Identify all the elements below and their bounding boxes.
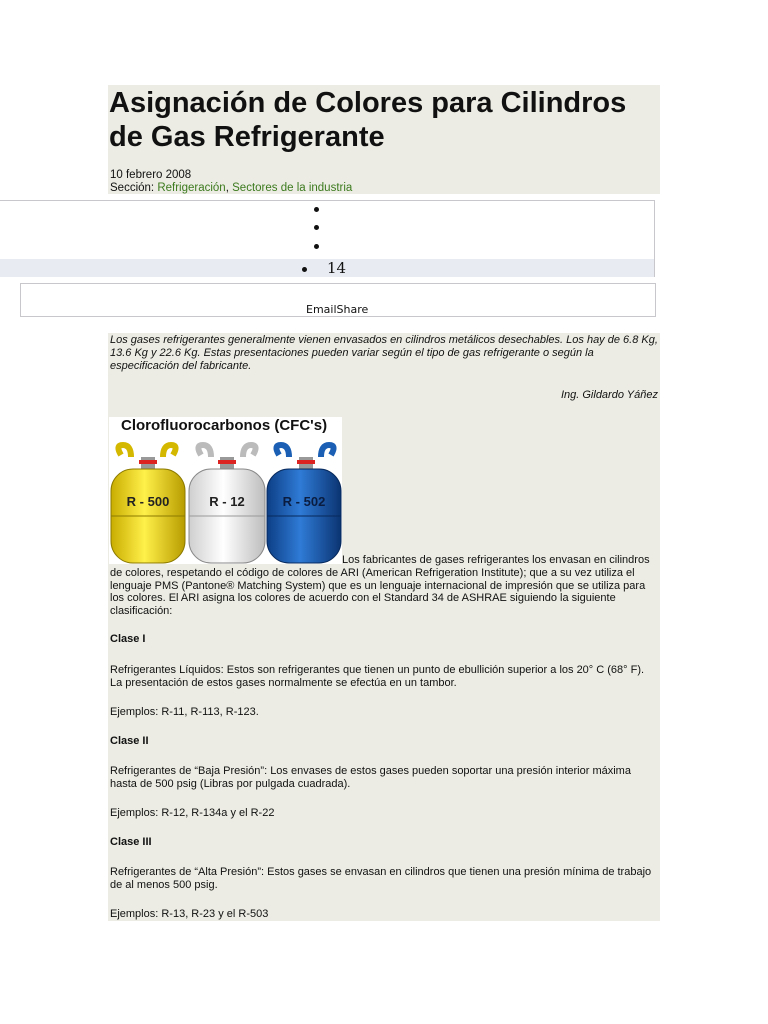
lead-paragraph	[110, 554, 658, 618]
cylinders-illustration	[109, 417, 342, 564]
author-name: Ing. Gildardo Yáñez	[560, 389, 658, 401]
article-date: 10 febrero 2008	[110, 169, 192, 181]
share-count: 14	[327, 259, 347, 277]
section-separator: ,	[225, 182, 229, 194]
cylinder-label-r12: R - 12	[209, 494, 245, 509]
cfc-cylinders-image	[109, 417, 342, 564]
class-2-heading: Clase II	[110, 735, 149, 747]
class-2-examples: Ejemplos: R-12, R-134a y el R-22	[110, 807, 275, 819]
class-2-text: Refrigerantes de “Baja Presión”: Los envases de estos gases pueden soportar una presión interior máxima hasta de 500 psig (Libras por pulgada cuadrada).	[110, 765, 631, 790]
email-share-button[interactable]: EmailShare	[306, 303, 369, 316]
share-button-1[interactable]	[314, 207, 319, 212]
share-button-3[interactable]	[314, 244, 319, 249]
cylinder-label-r502: R - 502	[282, 494, 326, 509]
lead-text: Los fabricantes de gases refrigerantes los envasan en cilindros de colores, respetando el código de colores de ARI (American Refrigeration Institute); que a su vez utiliza el lenguaje PMS (Pantone® Matching System) que es un lenguaje internacional de impresión que se utiliza para los colores. El ARI asigna los colores de acuerdo con el Standard 34 de ASHRAE siguiendo la siguiente clasificación:	[110, 554, 650, 618]
section-link-sectores[interactable]: Sectores de la industria	[232, 182, 353, 194]
section-label: Sección:	[110, 182, 155, 194]
article-title: Asignación de Colores para Cilindros de Gas Refrigerante	[109, 87, 627, 153]
class-1-heading: Clase I	[110, 633, 146, 645]
intro-paragraph: Los gases refrigerantes generalmente vienen envasados en cilindros metálicos desechables. Los hay de 6.8 Kg, 13.6 Kg y 22.6 Kg. Estas presentaciones pueden variar según el tipo de gas refrigerante o según la especificación del fabricante.	[110, 334, 658, 372]
class-1-examples: Ejemplos: R-11, R-113, R-123.	[110, 706, 259, 718]
article-section	[110, 182, 352, 195]
class-3-text: Refrigerantes de “Alta Presión”: Estos gases se envasan en cilindros que tienen una presión mínima de trabajo de al menos 500 psig.	[110, 866, 652, 891]
figure-title: Clorofluorocarbonos (CFC's)	[121, 417, 328, 434]
cylinder-label-r500: R - 500	[126, 494, 170, 509]
share-button-4[interactable]	[302, 267, 307, 272]
section-link-refrigeracion[interactable]: Refrigeración	[157, 182, 226, 194]
class-3-examples: Ejemplos: R-13, R-23 y el R-503	[110, 908, 269, 920]
class-1-text: Refrigerantes Líquidos: Estos son refrigerantes que tienen un punto de ebullición superior a los 20° C (68° F). La presentación de estos gases normalmente se efectúa en un tambor.	[110, 664, 645, 689]
class-3-heading: Clase III	[110, 836, 152, 848]
share-button-2[interactable]	[314, 225, 319, 230]
